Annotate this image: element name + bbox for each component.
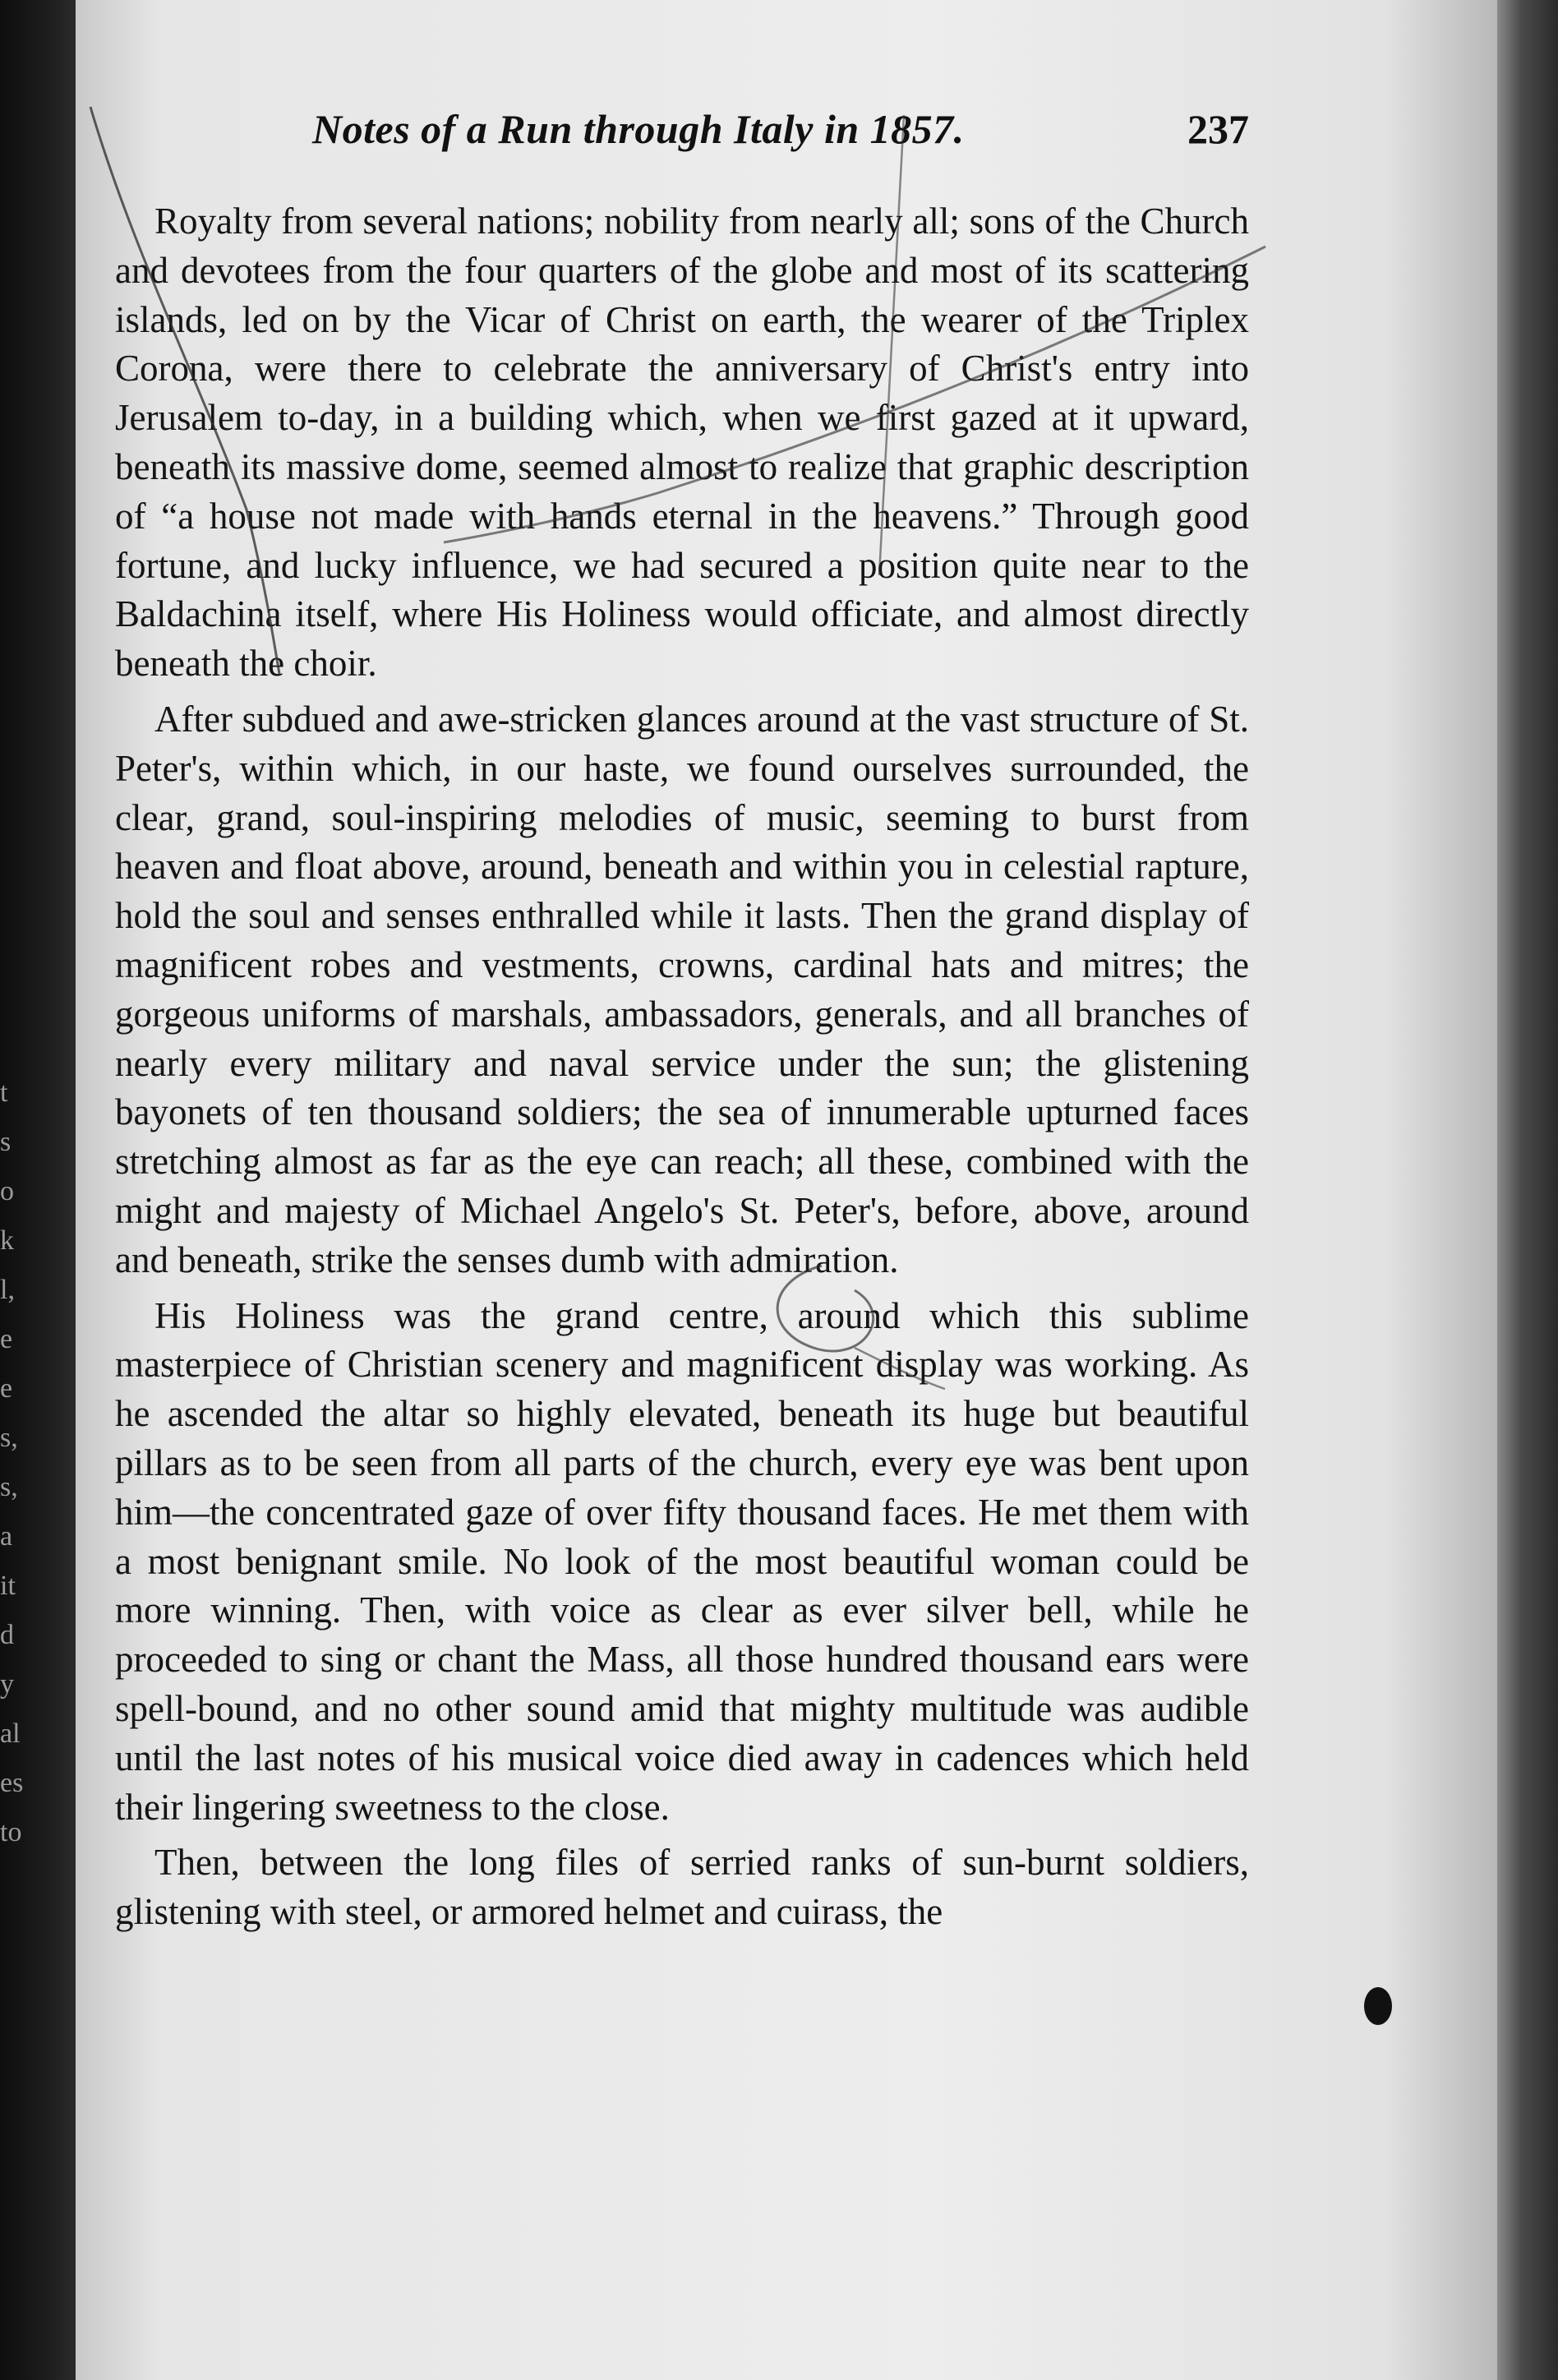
margin-fragment: s (0, 1127, 12, 1157)
paragraph: After subdued and awe-stricken glances around at the vast structure of St. Peter's, within which, in our haste, we found ourselves surrounded, the clear, grand, soul-inspiring melodies of music, seeming to burst from heaven and float above, around, beneath and within you in celestial rapture, hold the soul and senses enthralled while it lasts. Then the grand display of magnificent robes and vestments, crowns, cardinal hats and mitres; the gorgeous uniforms of marshals, ambassadors, generals, and all branches of nearly every military and naval service under the sun; the glistening bayonets of ten thousand soldiers; the sea of innumerable upturned faces stretching almost as far as the eye can reach; all these, combined with the might and majesty of Michael Angelo's St. Peter's, before, above, around and beneath, strike the senses dumb with admiration. (115, 698, 1249, 1280)
margin-fragment: al (0, 1718, 21, 1749)
running-head: Notes of a Run through Italy in 1857. (312, 106, 965, 152)
page-number: 237 (1187, 106, 1249, 152)
page-header (247, 105, 1249, 163)
margin-fragment: t (0, 1077, 8, 1108)
facing-page-margin (0, 1068, 33, 2219)
margin-fragment: a (0, 1521, 13, 1552)
page-edge-shadow (1497, 0, 1558, 2380)
body-text (115, 197, 1249, 1937)
margin-fragment: o (0, 1176, 14, 1206)
margin-fragment: y (0, 1669, 14, 1700)
margin-fragment: s, (0, 1472, 18, 1502)
paragraph: Then, between the long files of serried ranks of sun-burnt soldiers, glistening with steel, or armored helmet and cuirass, the (115, 1842, 1249, 1933)
margin-fragment: to (0, 1817, 22, 1847)
margin-fragment: it (0, 1571, 16, 1601)
paragraph: His Holiness was the grand centre, around which this sublime masterpiece of Christian scenery and magnificent display was working. As he ascended the altar so highly elevated, beneath its huge but beautiful pillars as to be seen from all parts of the church, every eye was bent upon him—the concentrated gaze of over fifty thousand faces. He met them with a most benignant smile. No look of the most beautiful woman could be more winning. Then, with voice as clear as ever silver bell, while he proceeded to sing or chant the Mass, all those hundred thousand ears were spell-bound, and no other sound amid that mighty multitude was audible until the last notes of his musical voice died away in cadences which held their lingering sweetness to the close. (115, 1294, 1249, 1828)
ink-blot (1364, 1987, 1392, 2025)
paragraph: Royalty from several nations; nobility from nearly all; sons of the Church and devotees from the four quarters of the globe and most of its scattering islands, led on by the Vicar of Christ on earth, the wearer of the Triplex Corona, were there to celebrate the anniversary of Christ's entry into Jerusalem to-day, in a building which, when we first gazed at it upward, beneath its massive dome, seemed almost to realize that graphic description of “a house not made with hands eternal in the heavens.” Through good fortune, and lucky influence, we had secured a position quite near to the Baldachina itself, where His Holiness would officiate, and almost directly beneath the choir. (115, 201, 1249, 685)
margin-fragment: d (0, 1620, 14, 1650)
margin-fragment: s, (0, 1423, 18, 1453)
margin-fragment: e (0, 1373, 13, 1404)
margin-fragment: es (0, 1768, 24, 1798)
margin-fragment: e (0, 1324, 13, 1354)
margin-fragment: k (0, 1225, 14, 1256)
margin-fragment: l, (0, 1275, 15, 1305)
